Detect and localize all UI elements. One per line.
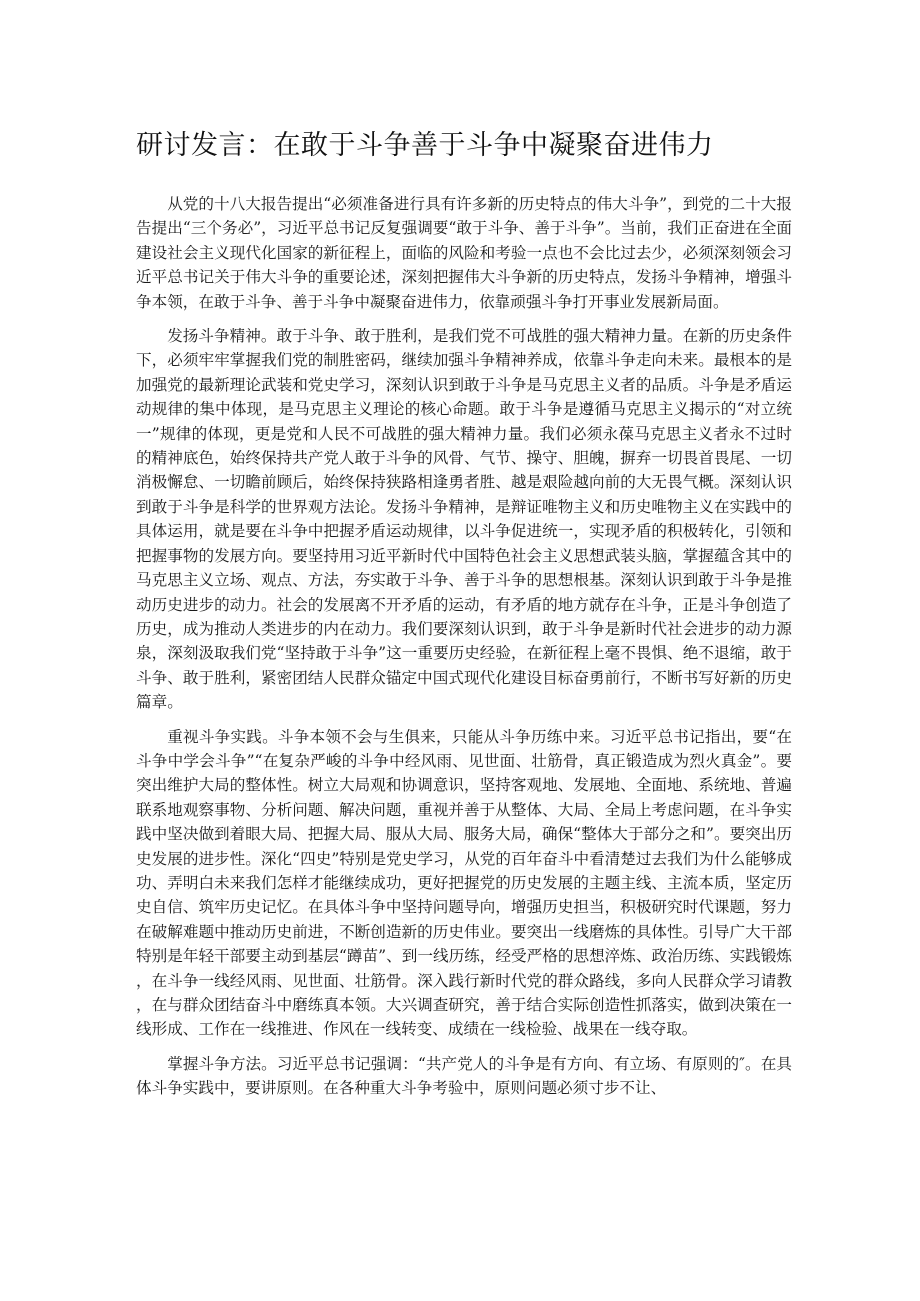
paragraph-intro: 从党的十八大报告提出“必须准备进行具有许多新的历史特点的伟大斗争”，到党的二十大报告提出“三个务必”，习近平总书记反复强调要“敢于斗争、善于斗争”。当前，我们正奋进在全面建设社会主义现代化国家的新征程上，面临的风险和考验一点也不会比过去少，必须深刻领会习近平总书记关于伟大斗争的重要论述，深刻把握伟大斗争新的历史特点，发扬斗争精神，增强斗争本领，在敢于斗争、善于斗争中凝聚奋进伟力，依靠顽强斗争打开事业发展新局面。 bbox=[136, 195, 792, 311]
paragraph-struggle-practice: 重视斗争实践。斗争本领不会与生俱来，只能从斗争历练中来。习近平总书记指出，要“在斗争中学会斗争”“在复杂严峻的斗争中经风雨、见世面、壮筋骨，真正锻造成为烈火真金”。要突出维护大局的整体性。树立大局观和协调意识，坚持客观地、发展地、全面地、系统地、普遍联系地观察事物、分析问题、解决问题，重视并善于从整体、大局、全局上考虑问题，在斗争实践中坚决做到着眼大局、把握大局、服从大局、服务大局，确保“整体大于部分之和”。要突出历史发展的进步性。深化“四史”特别是党史学习，从党的百年奋斗中看清楚过去我们为什么能够成功、弄明白未来我们怎样才能继续成功，更好把握党的历史发展的主题主线、主流本质，坚定历史自信、筑牢历史记忆。在具体斗争中坚持问题导向，增强历史担当，积极研究时代课题，努力在破解难题中推动历史前进，不断创造新的历史伟业。要突出一线磨炼的具体性。引导广大干部特别是年轻干部要主动到基层“蹲苗”、到一线历练，经受严格的思想淬炼、政治历练、实践锻炼，在斗争一线经风雨、见世面、壮筋骨。深入践行新时代党的群众路线，多向人民群众学习请教，在与群众团结奋斗中磨练真本领。大兴调查研究，善于结合实际创造性抓落实，做到决策在一线形成、工作在一线推进、作风在一线转变、成绩在一线检验、战果在一线夺取。 bbox=[136, 727, 792, 1039]
paragraph-struggle-method: 掌握斗争方法。习近平总书记强调：“共产党人的斗争是有方向、有立场、有原则的″。在具体斗争实践中，要讲原则。在各种重大斗争考验中，原则问题必须寸步不让、 bbox=[136, 1054, 792, 1098]
document-title: 研讨发言：在敢于斗争善于斗争中凝聚奋进伟力 bbox=[136, 130, 714, 161]
document-page bbox=[136, 126, 792, 1111]
paragraph-struggle-spirit: 发扬斗争精神。敢于斗争、敢于胜利，是我们党不可战胜的强大精神力量。在新的历史条件下，必须牢牢掌握我们党的制胜密码，继续加强斗争精神养成，依靠斗争走向未来。最根本的是加强党的最新理论武装和党史学习，深刻认识到敢于斗争是马克思主义者的品质。斗争是矛盾运动规律的集中体现，是马克思主义理论的核心命题。敢于斗争是遵循马克思主义揭示的“对立统一”规律的体现，更是党和人民不可战胜的强大精神力量。我们必须永葆马克思主义者永不过时的精神底色，始终保持共产党人敢于斗争的风骨、气节、操守、胆魄，摒弃一切畏首畏尾、一切消极懈怠、一切瞻前顾后，始终保持狭路相逢勇者胜、越是艰险越向前的大无畏气概。深刻认识到敢于斗争是科学的世界观方法论。发扬斗争精神，是辩证唯物主义和历史唯物主义在实践中的具体运用，就是要在斗争中把握矛盾运动规律，以斗争促进统一，实现矛盾的积极转化，引领和把握事物的发展方向。要坚持用习近平新时代中国特色社会主义思想武装头脑，掌握蕴含其中的马克思主义立场、观点、方法，夯实敢于斗争、善于斗争的思想根基。深刻认识到敢于斗争是推动历史进步的动力。社会的发展离不开矛盾的运动，有矛盾的地方就存在斗争，正是斗争创造了历史，成为推动人类进步的内在动力。我们要深刻认识到，敢于斗争是新时代社会进步的动力源泉，深刻汲取我们党“坚持敢于斗争”这一重要历史经验，在新征程上毫不畏惧、绝不退缩，敢于斗争、敢于胜利，紧密团结人民群众锚定中国式现代化建设目标奋勇前行，不断书写好新的历史篇章。 bbox=[136, 327, 792, 712]
